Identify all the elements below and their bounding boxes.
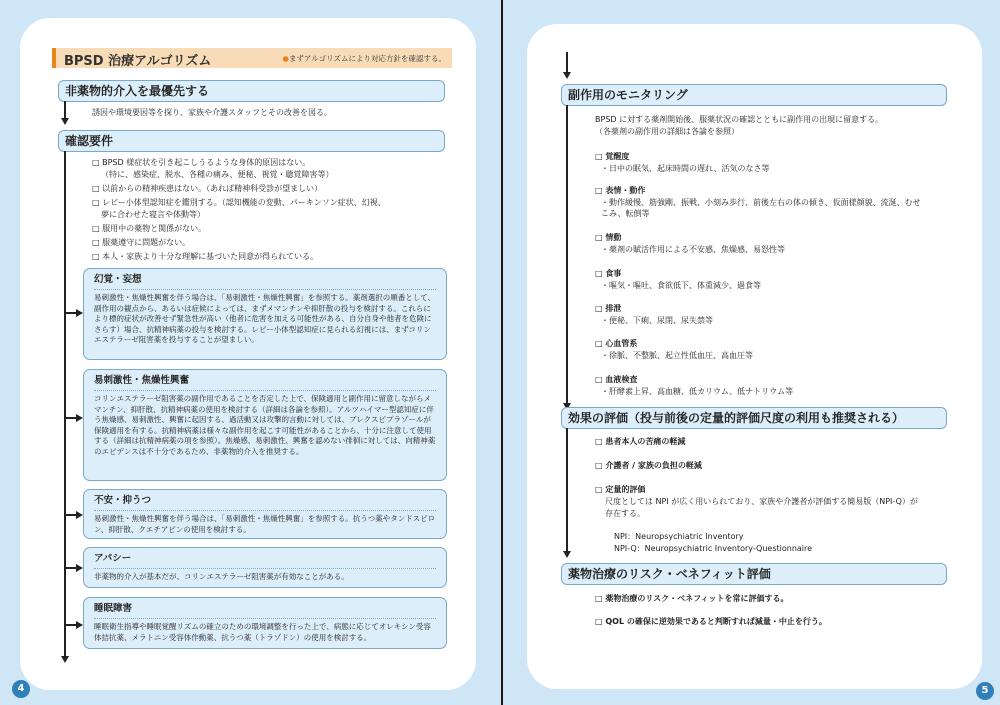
monitoring-intro: BPSD に対する薬剤開始後、服薬状況の確認とともに副作用の出現に留意する。	[595, 115, 884, 124]
algorithm-note-text: まずアルゴリズムにより対応方針を確認する。	[288, 54, 446, 63]
arrow-right-icon	[76, 621, 83, 629]
requirement-line: □ 服用中の薬物と関係がない。	[92, 224, 207, 233]
page-divider	[501, 0, 503, 705]
symptom-title: 睡眠障害	[94, 602, 436, 619]
branch-line	[64, 514, 76, 516]
risk-item: □ QOL の確保に逆効果であると判断すれば減量・中止を行う。	[595, 617, 827, 626]
symptom-body: 睡眠衛生指導や睡眠覚醒リズムの確立のための環境調整を行った上で、病態に応じてオレキシン受容体拮抗薬、メラトニン受容体作動薬、抗うつ薬（トラゾドン）の使用を検討する。	[94, 622, 431, 642]
symptom-title: アパシー	[94, 552, 436, 569]
evaluation-item: □ 定量的評価	[595, 485, 646, 494]
monitoring-item-body: ・嘔気・嘔吐、食欲低下、体重減少、過食等	[601, 280, 761, 290]
monitoring-item-body: ・肝酵素上昇、高血糖、低カリウム、低ナトリウム等	[601, 386, 794, 396]
monitoring-item-body: ・便秘、下痢、尿閉、尿失禁等	[601, 315, 713, 325]
monitoring-item-head: □ 血液検査	[595, 375, 638, 384]
step-nonpharm-title: 非薬物的介入を最優先する	[58, 80, 445, 102]
flow-line	[64, 151, 66, 659]
risk-item: □ 薬物治療のリスク・ベネフィットを常に評価する。	[595, 594, 789, 603]
evaluation-item: □ 介護者 / 家族の負担の軽減	[595, 461, 702, 470]
abbreviation-npiq: NPI-Q：Neuropsychiatric Inventory-Questionnaire	[614, 544, 813, 553]
algorithm-header	[52, 48, 452, 68]
monitoring-title: 副作用のモニタリング	[561, 84, 947, 106]
monitoring-item	[595, 268, 935, 291]
evaluation-title: 効果の評価（投与前後の定量的評価尺度の利用も推奨される）	[561, 407, 947, 429]
abbreviation-npi: NPI：Neuropsychiatric Inventory	[614, 532, 744, 541]
monitoring-item-head: □ 心血管系	[595, 339, 638, 348]
monitoring-item	[595, 303, 935, 326]
algorithm-title: BPSD 治療アルゴリズム	[64, 54, 212, 69]
arrow-right-icon	[76, 564, 83, 572]
symptom-body: 非薬物的介入が基本だが、コリンエステラーゼ阻害薬が有効なことがある。	[94, 572, 349, 581]
step-requirements-title: 確認要件	[58, 130, 445, 152]
requirement-line: □ BPSD 様症状を引き起こしうるような身体的原因はない。	[92, 158, 311, 167]
flow-line	[566, 105, 568, 407]
symptom-box	[83, 489, 447, 539]
monitoring-item-body: ・日中の眠気、起床時間の遅れ、活気のなさ等	[601, 163, 770, 173]
branch-line	[64, 417, 76, 419]
arrow-down-icon	[61, 656, 69, 663]
monitoring-item-body: ・動作緩慢、筋強剛、振戦、小刻み歩行、前後左右の体の傾き、仮面様顔貌、流涎、むせこみ、転倒等	[601, 197, 921, 218]
monitoring-item-head: □ 排泄	[595, 304, 622, 313]
monitoring-item-head: □ 表情・動作	[595, 186, 646, 195]
monitoring-item-head: □ 覚醒度	[595, 152, 630, 161]
symptom-title: 不安・抑うつ	[94, 494, 436, 511]
evaluation-item: □ 患者本人の苦痛の軽減	[595, 437, 686, 446]
monitoring-item	[595, 374, 935, 397]
arrow-down-icon	[563, 72, 571, 79]
symptom-title: 幻覚・妄想	[94, 273, 436, 290]
flow-line	[566, 428, 568, 554]
arrow-right-icon	[76, 511, 83, 519]
branch-line	[64, 624, 76, 626]
requirement-line: □ 以前からの精神疾患はない。（あれば精神科受診が望ましい）	[92, 184, 323, 193]
symptom-box	[83, 597, 447, 649]
monitoring-item	[595, 338, 935, 361]
branch-line	[64, 312, 76, 314]
arrow-down-icon	[61, 118, 69, 125]
bullet-icon: ●	[282, 54, 289, 63]
branch-line	[64, 567, 76, 569]
requirement-line: □ レビー小体型認知症を鑑別する。（認知機能の変動、パーキンソン症状、幻視、	[92, 198, 386, 207]
monitoring-intro-note: （各薬剤の副作用の詳細は各論を参照）	[595, 127, 739, 136]
monitoring-item-body: ・徐脈、不整脈、起立性低血圧、高血圧等	[601, 350, 753, 360]
page-number: 5	[976, 682, 994, 700]
symptom-body: 易刺激性・焦燥性興奮を伴う場合は、「易刺激性・焦燥性興奮」を参照する。薬剤選択の順番として、副作用の観点から、あるいは症候によっては、まずメマンチンや抑肝散の投与を検討する。これらにより標的症状が改善せず緊急性が高い（他者に危害を加える可能性がある、自分自身や他者を危険にさらす）場合、抗精神病薬の投与を検討する。レビー小体型認知症に見られる幻視には、まずコリンエステラーゼ阻害薬を投与することが望ましい。	[94, 293, 436, 344]
arrow-down-icon	[563, 551, 571, 558]
monitoring-item	[595, 185, 925, 220]
arrow-right-icon	[76, 414, 83, 422]
evaluation-detail: 尺度としては NPI が広く用いられており、家族や介護者が評価する簡易版（NPI-Q）が	[605, 497, 918, 506]
requirement-line: 夢に合わせた寝言や体動等）	[101, 210, 205, 219]
monitoring-item-body: ・薬剤の賦活作用による不安感、焦燥感、易怒性等	[601, 244, 785, 254]
flow-line	[566, 52, 568, 74]
monitoring-item-head: □ 食事	[595, 269, 622, 278]
symptom-box	[83, 547, 447, 588]
step-nonpharm-text: 誘因や環境要因等を探り、家族や介護スタッフとその改善を図る。	[92, 108, 332, 117]
page-number: 4	[12, 680, 30, 698]
monitoring-item	[595, 151, 935, 174]
symptom-body: 易刺激性・焦燥性興奮を伴う場合は、「易刺激性・焦燥性興奮」を参照する。抗うつ薬やタンドスピロン、抑肝散、クエチアピンの使用を検討する。	[94, 514, 436, 534]
requirement-line: □ 服薬遵守に問題がない。	[92, 238, 191, 247]
requirement-line: （特に、感染症、脱水、各種の痛み、便秘、視覚・聴覚障害等）	[101, 170, 334, 179]
requirement-line: □ 本人・家族より十分な理解に基づいた同意が得られている。	[92, 252, 319, 261]
monitoring-item-head: □ 情動	[595, 233, 622, 242]
symptom-body: コリンエステラーゼ阻害薬の副作用であることを否定した上で、保険適用と副作用に留意しながらメマンチン、抑肝散、抗精神病薬の使用を検討する（詳細は各論を参照）。アルツハイマー型認知症に伴う焦燥感、易刺激性、興奮に起因する、過活動又は攻撃的言動に対しては、ブレクスピプラゾールが保険適用を有する。抗精神病薬は様々な副作用を起こす可能性があることから、十分に注意して使用する（詳細は抗精神病薬の項を参照）。焦燥感、易刺激性、興奮を認めない徘徊に対しては、向精神薬のエビデンスは不十分であるため、非薬物的介入を推奨する。	[94, 394, 436, 456]
algorithm-note	[282, 53, 446, 64]
monitoring-item	[595, 232, 935, 255]
arrow-right-icon	[76, 309, 83, 317]
evaluation-detail: 存在する。	[605, 509, 645, 518]
risk-benefit-title: 薬物治療のリスク・ベネフィット評価	[561, 563, 947, 585]
symptom-box	[83, 369, 447, 481]
symptom-title: 易刺激性・焦燥性興奮	[94, 374, 436, 391]
symptom-box	[83, 268, 447, 360]
